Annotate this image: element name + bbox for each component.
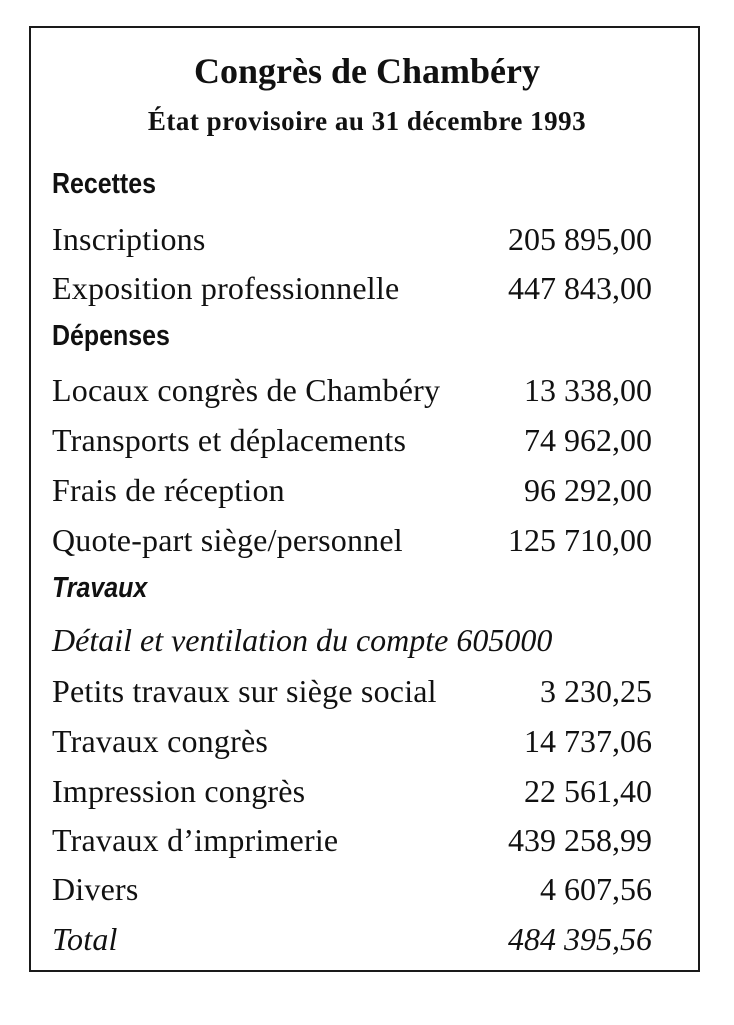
row-label: Frais de réception xyxy=(52,472,285,508)
table-row xyxy=(52,219,652,259)
row-amount: 125 710,00 xyxy=(508,522,652,558)
section-heading-recettes: Recettes xyxy=(52,168,156,200)
table-row xyxy=(52,420,652,460)
table-row xyxy=(52,370,652,410)
row-amount: 4 607,56 xyxy=(540,871,652,907)
row-label: Inscriptions xyxy=(52,221,206,257)
table-row xyxy=(52,671,652,711)
table-row xyxy=(52,771,652,811)
table-row xyxy=(52,470,652,510)
row-label: Petits travaux sur siège social xyxy=(52,673,437,709)
row-amount: 14 737,06 xyxy=(524,723,652,759)
row-amount: 447 843,00 xyxy=(508,270,652,306)
page-title: Congrès de Chambéry xyxy=(194,51,540,91)
row-amount: 3 230,25 xyxy=(540,673,652,709)
row-label: Travaux congrès xyxy=(52,723,268,759)
row-label: Exposition professionnelle xyxy=(52,270,400,306)
page-subtitle: État provisoire au 31 décembre 1993 xyxy=(147,106,587,136)
section-heading-depenses: Dépenses xyxy=(52,320,170,352)
row-amount: 439 258,99 xyxy=(508,822,652,858)
row-amount: 13 338,00 xyxy=(524,372,652,408)
row-amount: 74 962,00 xyxy=(524,422,652,458)
row-amount: 22 561,40 xyxy=(524,773,652,809)
row-label: Divers xyxy=(52,871,139,907)
table-row xyxy=(52,520,652,560)
section-heading-travaux: Travaux xyxy=(52,572,148,604)
table-row xyxy=(52,721,652,761)
account-note: Détail et ventilation du compte 605000 xyxy=(52,622,553,658)
table-row xyxy=(52,869,652,909)
row-label: Travaux d’imprimerie xyxy=(52,822,339,858)
row-label: Locaux congrès de Chambéry xyxy=(52,372,441,408)
total-row xyxy=(52,919,652,959)
total-label: Total xyxy=(52,921,118,957)
table-row xyxy=(52,268,652,308)
row-label: Transports et déplacements xyxy=(52,422,407,458)
row-amount: 205 895,00 xyxy=(508,221,652,257)
total-amount: 484 395,56 xyxy=(508,921,652,957)
table-row xyxy=(52,820,652,860)
row-label: Impression congrès xyxy=(52,773,306,809)
row-label: Quote-part siège/personnel xyxy=(52,522,403,558)
row-amount: 96 292,00 xyxy=(524,472,652,508)
